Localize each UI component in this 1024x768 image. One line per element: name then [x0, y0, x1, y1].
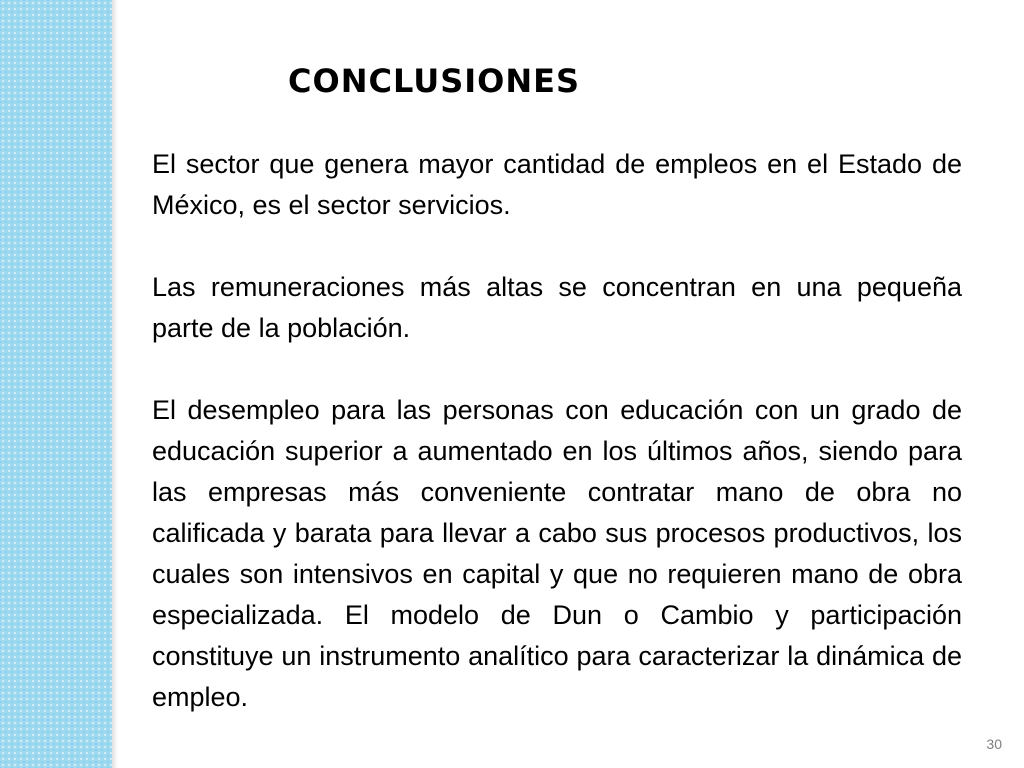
paragraph-sector-servicios: El sector que genera mayor cantidad de empleos en el Estado de México, es el sector servicios.: [152, 149, 962, 220]
side-band-shadow: [112, 0, 118, 768]
slide-body: [152, 144, 962, 718]
slide-number: 30: [986, 736, 1002, 752]
paragraph-desempleo: El desempleo para las personas con educación con un grado de educación superior a aumentado en los últimos años, siendo para las empresas más conveniente contratar mano de obra no calificada y barata para llevar a cabo sus procesos productivos, los cuales son intensivos en capital y que no requieren mano de obra especializada. El modelo de Dun o Cambio y participación constituye un instrumento analítico para caracterizar la dinámica de empleo.: [152, 395, 962, 712]
decorative-side-band: [0, 0, 112, 768]
slide-title: CONCLUSIONES: [288, 62, 581, 100]
paragraph-remuneraciones: Las remuneraciones más altas se concentran en una pequeña parte de la población.: [152, 272, 962, 343]
